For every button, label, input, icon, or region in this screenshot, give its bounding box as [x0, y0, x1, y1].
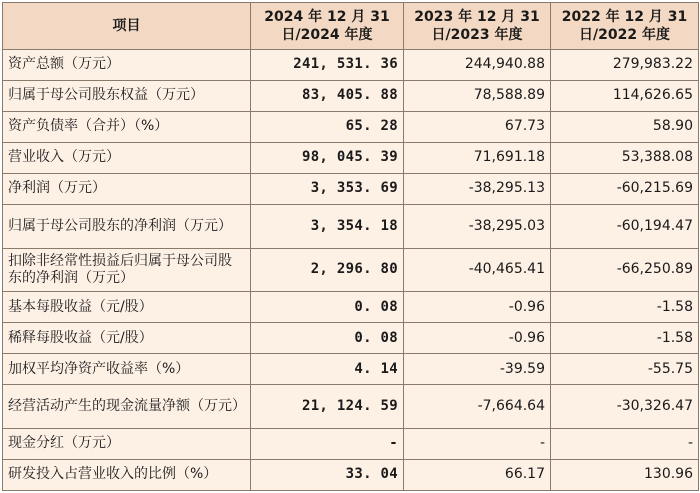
row-label: 归属于母公司股东的净利润（万元）	[3, 204, 251, 248]
value-2024: 241, 531. 36	[251, 50, 404, 81]
value-2023: 78,588.89	[404, 80, 551, 111]
table-row	[3, 80, 699, 111]
value-2022: 58.90	[551, 111, 699, 142]
row-label: 经营活动产生的现金流量净额（万元）	[3, 385, 251, 429]
value-2024: 65. 28	[251, 111, 404, 142]
value-2024: 21, 124. 59	[251, 385, 404, 429]
row-label: 资产负债率（合并）（%）	[3, 111, 251, 142]
table-row	[3, 142, 699, 173]
value-2024: 98, 045. 39	[251, 142, 404, 173]
header-row	[3, 3, 699, 50]
table-row	[3, 248, 699, 292]
value-2023: -38,295.03	[404, 204, 551, 248]
row-label: 资产总额（万元）	[3, 50, 251, 81]
value-2022: -60,194.47	[551, 204, 699, 248]
table-row	[3, 204, 699, 248]
value-2023: -0.96	[404, 292, 551, 323]
value-2023: 67.73	[404, 111, 551, 142]
row-label: 加权平均净资产收益率（%）	[3, 354, 251, 385]
value-2024: 33. 04	[251, 459, 404, 490]
value-2023: -38,295.13	[404, 173, 551, 204]
financial-table	[2, 2, 699, 491]
row-label: 营业收入（万元）	[3, 142, 251, 173]
value-2023: -7,664.64	[404, 385, 551, 429]
row-label: 净利润（万元）	[3, 173, 251, 204]
value-2023: -40,465.41	[404, 248, 551, 292]
value-2024: -	[251, 428, 404, 459]
value-2023: -39.59	[404, 354, 551, 385]
value-2022: -	[551, 428, 699, 459]
row-label: 扣除非经常性损益后归属于母公司股东的净利润（万元）	[3, 248, 251, 292]
table-row	[3, 173, 699, 204]
value-2022: -30,326.47	[551, 385, 699, 429]
row-label: 归属于母公司股东权益（万元）	[3, 80, 251, 111]
value-2024: 4. 14	[251, 354, 404, 385]
value-2024: 0. 08	[251, 292, 404, 323]
value-2022: -1.58	[551, 292, 699, 323]
row-label: 研发投入占营业收入的比例（%）	[3, 459, 251, 490]
value-2022: -60,215.69	[551, 173, 699, 204]
table-row	[3, 459, 699, 490]
value-2024: 0. 08	[251, 323, 404, 354]
value-2022: 114,626.65	[551, 80, 699, 111]
value-2024: 3, 354. 18	[251, 204, 404, 248]
row-label: 基本每股收益（元/股）	[3, 292, 251, 323]
value-2024: 83, 405. 88	[251, 80, 404, 111]
row-label: 稀释每股收益（元/股）	[3, 323, 251, 354]
header-2023: 2023 年 12 月 31 日/2023 年度	[404, 3, 551, 50]
value-2024: 3, 353. 69	[251, 173, 404, 204]
table-row	[3, 354, 699, 385]
value-2022: -66,250.89	[551, 248, 699, 292]
table-row	[3, 292, 699, 323]
value-2022: -55.75	[551, 354, 699, 385]
header-2024: 2024 年 12 月 31 日/2024 年度	[251, 3, 404, 50]
value-2023: -	[404, 428, 551, 459]
header-item: 项目	[3, 3, 251, 50]
header-2022: 2022 年 12 月 31 日/2022 年度	[551, 3, 699, 50]
value-2022: 53,388.08	[551, 142, 699, 173]
table-row	[3, 111, 699, 142]
value-2023: 71,691.18	[404, 142, 551, 173]
value-2023: 244,940.88	[404, 50, 551, 81]
value-2023: -0.96	[404, 323, 551, 354]
row-label: 现金分红（万元）	[3, 428, 251, 459]
table-row	[3, 323, 699, 354]
value-2022: 130.96	[551, 459, 699, 490]
value-2022: 279,983.22	[551, 50, 699, 81]
value-2023: 66.17	[404, 459, 551, 490]
value-2024: 2, 296. 80	[251, 248, 404, 292]
value-2022: -1.58	[551, 323, 699, 354]
table-row	[3, 385, 699, 429]
table-row	[3, 50, 699, 81]
table-row	[3, 428, 699, 459]
